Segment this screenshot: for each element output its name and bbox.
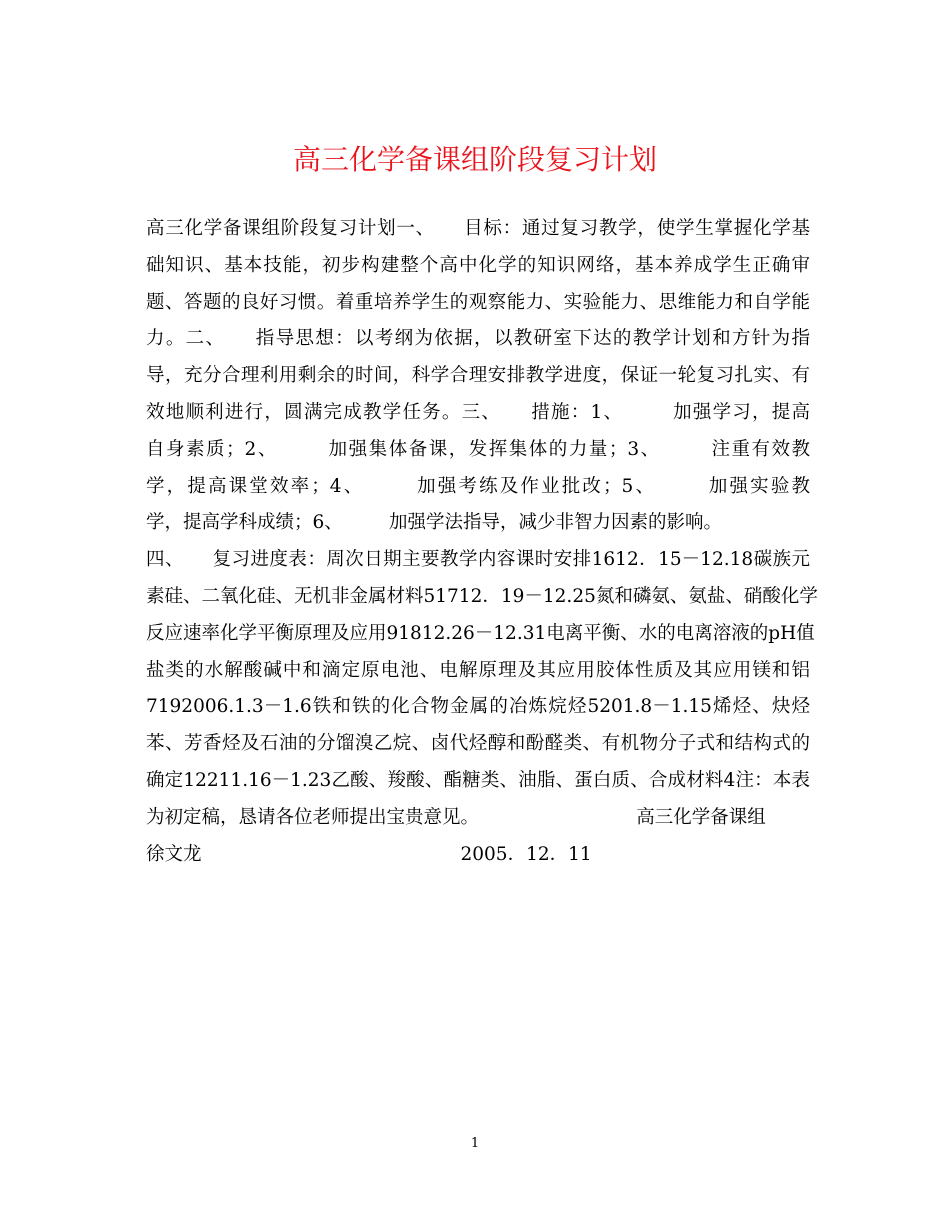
body-line: 力。二、 指导思想：以考纲为依据，以教研室下达的教学计划和方针为指 bbox=[146, 328, 810, 350]
body-line: 效地顺利进行，圆满完成教学任务。三、 措施：1、 加强学习，提高 bbox=[146, 401, 810, 423]
body-line: 学，提高学科成绩；6、 加强学法指导，减少非智力因素的影响。 bbox=[146, 512, 723, 534]
body-line: 盐类的水解酸碱中和滴定原电池、电解原理及其应用胶体性质及其应用镁和铝 bbox=[146, 659, 810, 681]
body-line: 导，充分合理利用剩余的时间，科学合理安排教学进度，保证一轮复习扎实、有 bbox=[146, 365, 810, 387]
body-line: 素硅、二氧化硅、无机非金属材料51712．19－12.25氮和磷氨、氨盐、硝酸化学 bbox=[146, 585, 818, 607]
page-number: 1 bbox=[470, 1136, 480, 1151]
body-line: 徐文龙 2005．12．11 bbox=[146, 843, 592, 865]
page-title: 高三化学备课组阶段复习计划 bbox=[292, 143, 657, 176]
body-line: 四、 复习进度表：周次日期主要教学内容课时安排1612．15－12.18碳族元 bbox=[146, 549, 810, 571]
body-line: 础知识、基本技能，初步构建整个高中化学的知识网络，基本养成学生正确审 bbox=[146, 254, 810, 276]
body-line: 为初定稿，恳请各位老师提出宝贵意见。 高三化学备课组 bbox=[146, 806, 766, 828]
body-line: 题、答题的良好习惯。着重培养学生的观察能力、实验能力、思维能力和自学能 bbox=[146, 291, 810, 313]
body-line: 自身素质；2、 加强集体备课，发挥集体的力量；3、 注重有效教 bbox=[146, 438, 810, 460]
document-body bbox=[146, 211, 818, 873]
body-line: 7192006.1.3－1.6铁和铁的化合物金属的冶炼烷烃5201.8－1.15烯烃、炔烃 bbox=[146, 696, 810, 718]
body-line: 高三化学备课组阶段复习计划一、 目标：通过复习教学，使学生掌握化学基 bbox=[146, 218, 810, 239]
body-line: 确定12211.16－1.23乙酸、羧酸、酯糖类、油脂、蛋白质、合成材料4注：本表 bbox=[146, 769, 810, 791]
body-line: 苯、芳香烃及石油的分馏溴乙烷、卤代烃醇和酚醛类、有机物分子式和结构式的 bbox=[146, 733, 810, 755]
body-line: 反应速率化学平衡原理及应用91812.26－12.31电离平衡、水的电离溶液的pH值 bbox=[146, 622, 815, 644]
body-line: 学，提高课堂效率；4、 加强考练及作业批改；5、 加强实验教 bbox=[146, 475, 810, 497]
